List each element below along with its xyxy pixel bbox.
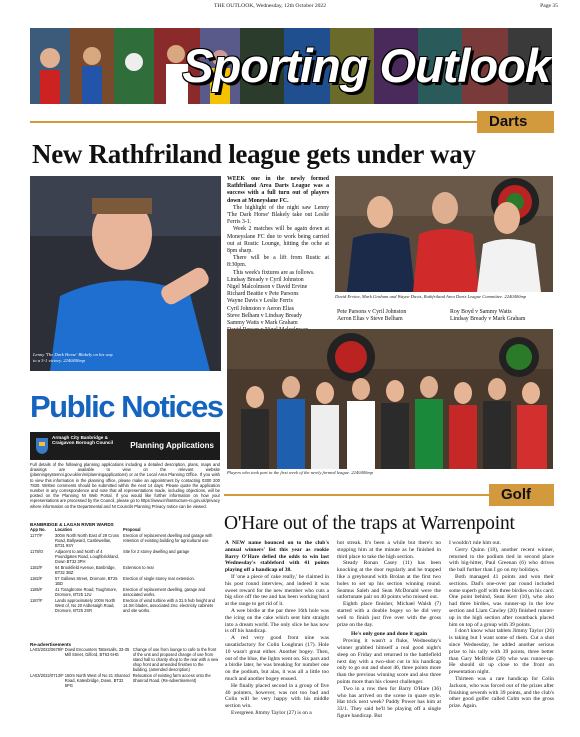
committee-photo-caption: David Ervine, Mark Graham and Wayne Davis, Rathfriland Area Darts League Committee. 2240400mp xyxy=(335,294,527,299)
planning-intro: Full details of the following planning applications including a detailed description, plans, maps and drawings are available to view on the relevant website (planningsystemni.gov.uk/en/ni/planningapplications) or at the Local Area Planning Office. If you wish to view this information in the planning office, please make an appointment by contacting 0300 200 7830. Written comments should be submitted within the next 14 days. Please quote the application number in any correspondence and note that all representations made, including objections, will be posted on the Planning NI Web Portal. If you would like further information on how your representations are processed by the Council, please go to https://www.infrastructure-ni.gov.uk/privacy where information on the Departmental and NI Councils Planning Privacy notice can be viewed. xyxy=(30,462,220,509)
council-bar xyxy=(30,432,220,460)
darts-section-label: Darts xyxy=(477,111,554,133)
fixture-item: Nigel Malcolmson v David Ervine xyxy=(227,284,308,291)
darts-article-column-1 xyxy=(227,176,329,342)
extra-fixtures-right xyxy=(450,309,554,323)
location: 300m North North East of 29 Cross Road, Ballyward, Castlewellan, BT31 9SY xyxy=(55,533,119,548)
golf-paragraph: Steady Ronan Casey (11) has been knocking at the door regularly and he trapped like a greyhound with Brolan at the first two holes to set up his section winning round. Seamus Saleh and Sean McDonald were the unfortunate pair on 40 points who missed out. xyxy=(337,560,441,601)
page-number: Page 35 xyxy=(540,3,558,9)
app-no: 1187/F xyxy=(30,597,43,603)
golf-paragraph: A red very good front nine was unsatisfactory for Colin Loughran (17). Hole 10 wasn't great either. Another bogey. Then, out of the blue, the lights went on. Six pars and a birdie later, he was breaking for number one on the podium, but alas, it was all a little too much and another bogey ensued. xyxy=(225,635,329,682)
fixture-item: Steve Belham v Lindsay Bready xyxy=(227,312,303,319)
darts-paragraph: There will be a lift from Rustic at 8:30pm. xyxy=(227,255,329,269)
app-no: LA03/2022/0713/F xyxy=(30,672,64,678)
golf-paragraph: I don't know what tablets Jimmy Taylor (26) is taking but I want some of them. Cut a shot since Wednesday, he added another serious prize to his tally with 39 points, three better than Gary McBride (28) who was runner-up. He should sit up close to the front on presentation night. xyxy=(449,628,554,676)
proposal: Change of use from lounge to cafe to the front of the unit and proposed change of use from stand hall to charity shop to the rear with a new shop front and amended finishes to the building. (amended description) xyxy=(132,647,219,672)
app-no: 1185/F xyxy=(30,586,43,592)
golf-section-rule xyxy=(224,494,489,496)
proposal: Site for 2 storey dwelling and garage xyxy=(123,549,190,554)
golf-article-column-2 xyxy=(337,540,441,720)
proposal: Erection of replacement dwelling, garage and associated works. xyxy=(123,586,206,597)
planning-applications-label: Planning Applications xyxy=(130,441,214,450)
table2-heading: Re-advertisements xyxy=(30,642,72,647)
location: 57 Gallows Street, Dromore, BT25 1BD xyxy=(55,575,118,586)
lenny-photo-caption: Lenny 'The Dark Horse' Blakely on his way to a 3-1 victory. 2240400mp xyxy=(33,352,113,363)
location: Lands approximately 100m North West of, No 20 Ardtesaigh Road, Dromore, BT25 2SR xyxy=(55,597,116,613)
planning-table-2 xyxy=(30,648,220,690)
golf-headline: O'Hare out of the traps at Warrenpoint xyxy=(224,513,515,534)
table-row xyxy=(30,550,220,566)
golf-section-label: Golf xyxy=(489,484,554,506)
darts-paragraph: The highlight of the night saw Lenny 'The Dark Horse' Blakely take out Leslie Ferris 3-1. xyxy=(227,204,329,226)
fixture-item: Wayne Davis v Leslie Ferris xyxy=(227,298,293,305)
darts-committee-photo xyxy=(335,176,553,292)
column-header: Location xyxy=(55,527,73,532)
golf-paragraph: Thirteen was a rare handicap for Colin Jackson, who was forced out of the prizes after finishing seventh with 39 points, and the club's other good golfer called Colm won the gross prize. Again. xyxy=(449,675,554,710)
extra-fixtures-left xyxy=(337,309,437,323)
proposal: Relocation of existing farm access onto the Shanrod Road. (Re-advertisement) xyxy=(132,672,211,683)
golf-paragraph: A wee birdie at the par three 16th hole was the icing on the cake which sent him straight into a dream world. The only slice he has now is off his handicap. xyxy=(225,607,329,635)
column-header: Proposal xyxy=(123,527,141,532)
darts-headline: New Rathfriland league gets under way xyxy=(32,139,476,169)
players-photo-caption: Players who took part in the first week of the newly formed league. 2240400mp xyxy=(227,470,373,475)
app-no: 1178/O xyxy=(30,549,44,554)
fixture-item: Pete Parsons v Cyril Johnston xyxy=(337,309,407,315)
proposal: Erection of single storey rear extension. xyxy=(123,575,195,581)
app-no: 1177/F xyxy=(30,533,43,539)
golf-paragraph: hot streak. It's been a while but there's no stopping him at the minute as he finished in third place to take the high section. xyxy=(337,540,441,560)
masthead-title: Sporting Outlook xyxy=(182,39,550,92)
location: Dowd Encounters Tattersalls, 33-35 Mill Street, Gilford, BT63 6HG xyxy=(64,647,130,657)
app-no: 1182/F xyxy=(30,564,43,570)
darts-paragraph: Week 2 matches will be again down at Moneyslane FC due to work being carried out at Rustic Lounge, hitting the oche at 8pm sharp. xyxy=(227,226,329,255)
table-row xyxy=(30,648,220,674)
golf-paragraph: He finally placed second in a group of five 40 pointers, however, was not too bad and Colin will be very happy with his middle section win. xyxy=(225,682,329,710)
app-no: 1182/F xyxy=(30,575,43,581)
council-name: Armagh City Banbridge & Craigavon Borough Council xyxy=(52,435,113,446)
darts-paragraph: This week's fixtures are as follows. xyxy=(233,269,315,276)
table-row xyxy=(30,674,220,690)
public-notices-banner: Public Notices xyxy=(30,389,223,424)
fixture-item: Aeron Elias v Steve Belham xyxy=(337,316,403,323)
table-row xyxy=(30,599,220,615)
golf-paragraph: Both managed 41 points and won their sections. Dad's one-over par round included some superb golf with three birdies on his card. One point behind, Sean Kerr (10), who also had three birdies, was runner-up in the low section and Liam Cawley (20) finished runner-up in the high section after countback placed him on top of a group with 39 points. xyxy=(449,573,554,628)
page-header xyxy=(0,3,580,13)
column-header: App No. xyxy=(30,527,46,532)
fixture-item: Lindsay Bready v Mark Graham xyxy=(450,316,526,323)
golf-paragraph: Eighth place finisher, Michael Walsh (7) started with a double bogey so he did very well to finish just five over with the gross prize on the day. xyxy=(337,601,441,628)
golf-paragraph: Proving it wasn't a fluke, Wednesday's winner grabbed himself a real good night's sleep on Friday and returned to the battlefield next day with a two-shot cut in his handicap only to go out and shoot 46, three points more than the previous winning score and also three points more than his closest challenger. xyxy=(337,638,441,685)
golf-paragraph: I wouldn't rule him out. xyxy=(449,540,501,546)
darts-players-group-photo xyxy=(227,329,553,469)
proposal: Extension to rear xyxy=(123,564,154,570)
location: Adjacent to and North of 4 Poundgates Road, Loughbrickland, Down BT32 3PH xyxy=(55,549,119,564)
golf-paragraph: Two in a row then for Barry O'Hare (36) who has arrived on the scene in quare style. Hat trick next week? Paddy Power has him at 33/1. They said he'll be playing off a single figure handicap. But xyxy=(337,685,441,719)
golf-subheading: He's only gone and done it again xyxy=(350,631,428,638)
proposal: Erection of replacement dwelling and garage with retention of existing building for agricultural use xyxy=(123,533,213,543)
lenny-blakely-photo xyxy=(30,176,221,371)
golf-lead-paragraph: A NEW name bounced on to the club's annual winners' list this year as rookie Barry O'Hare defied the odds to win last Wednesday's stableford with 41 points playing off a handicap of 38. xyxy=(225,540,329,574)
council-crest-icon xyxy=(35,437,49,455)
fixture-item: Roy Boyd v Sammy Watts xyxy=(450,309,512,315)
golf-paragraph: If 'one a piece of cake really,' he claimed in his post round interview, and indeed it was sweet reward for the new member who cuts a big slice off the tee and has been working hard at the range to get rid of it. xyxy=(225,573,329,608)
golf-article-column-1 xyxy=(225,540,329,717)
golf-article-column-3 xyxy=(449,540,554,710)
darts-lead-paragraph: WEEK one in the newly formed Rathfriland Area Darts League was a success with a full turn out of players down at Moneyslane FC. xyxy=(227,176,329,204)
planning-table-1 xyxy=(30,528,220,615)
location: 41 Toragbrome Road, Toughmore, Dromore, BT25 1JU xyxy=(55,586,118,597)
fixture-item: Richard Beattie v Pete Parsons xyxy=(227,291,299,298)
location: 150m North West of No 21 Shanrod Road, Katesbridge, Down, BT32 5PG xyxy=(64,672,130,688)
table-row xyxy=(30,534,220,550)
golf-paragraph: Gerry Quinn (18), another recent winner, returned to the podium tied in second place with big-hitter, Paul Greenan (6) who drives the ball further than I go on my holidays. xyxy=(449,546,554,574)
proposal: Erection of wind turbine with a 31.5 hub height and 14.0m blades, associated 2no. electricity cabinets and site works. xyxy=(123,597,215,613)
darts-section-rule xyxy=(30,121,477,123)
table1-heading: BANBRIDGE & LAGAN RIVER WARDS xyxy=(30,522,114,527)
golf-paragraph: Evergreen Jimmy Taylor (27) is on a xyxy=(231,709,312,716)
location: 64 Brookfield Avenue, Banbridge, BT32 3BZ xyxy=(55,564,116,575)
app-no: LA03/2022/0678/F xyxy=(30,647,64,652)
fixture-item: Lindsay Bready v Cyril Johnston xyxy=(227,276,304,283)
masthead xyxy=(30,28,552,104)
publication-info: THE OUTLOOK, Wednesday, 12th October 2022 xyxy=(214,3,327,9)
fixture-item: Sammy Watts v Mark Graham xyxy=(227,320,298,327)
fixture-item: Cyril Johnston v Aeron Elias xyxy=(227,305,294,312)
